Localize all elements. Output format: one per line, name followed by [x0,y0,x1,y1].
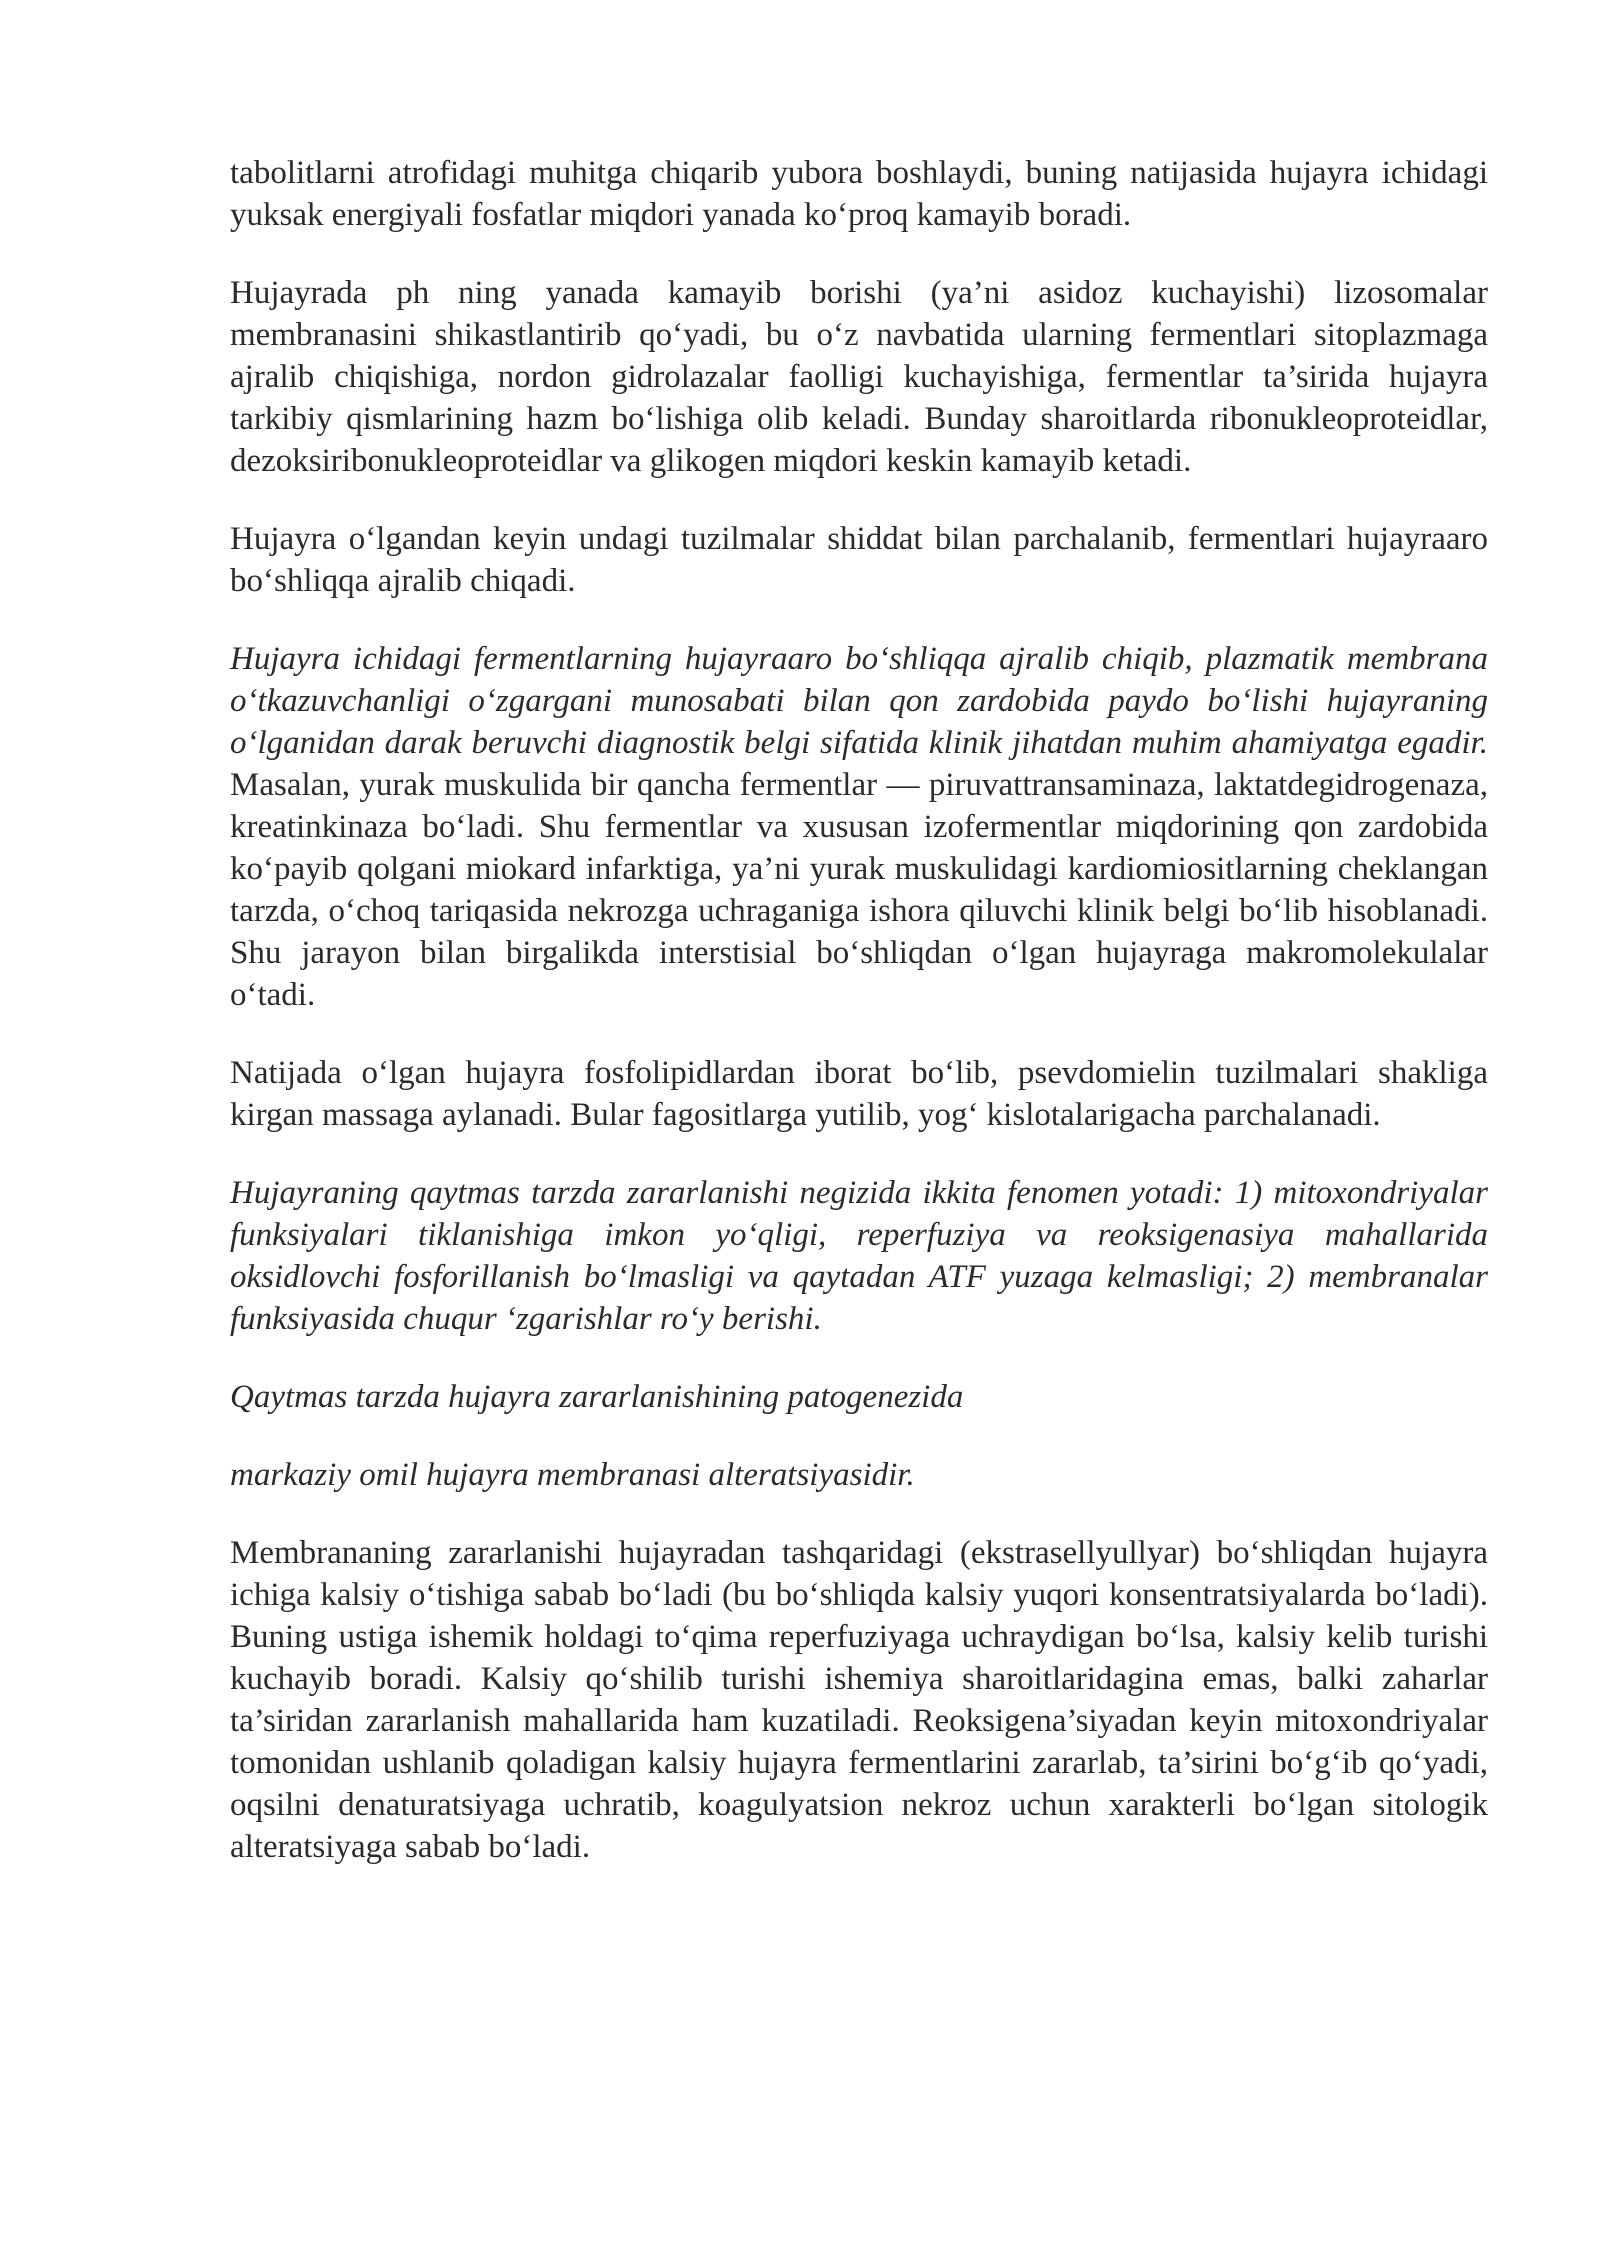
paragraph-3-text: Hujayra oʻlgandan keyin undagi tuzilmalar shiddat bilan parchalanib, fermentlari hujayraaro boʻshliqqa ajralib chiqadi. [230,521,1488,599]
paragraph-9-text: Membrananing zararlanishi hujayradan tashqaridagi (ekstrasellyullyar) boʻshliqdan hujayra ichiga kalsiy oʻtishiga sabab boʻladi (bu boʻshliqda kalsiy yuqori konsentratsiyalarda boʻladi). Buning ustiga ishemik holdagi toʻqima reperfuziyaga uchraydigan boʻlsa, kalsiy kelib turishi kuchayib boradi. Kalsiy qoʻshilib turishi ishemiya sharoitlaridagina emas, balki zaharlar ta’siridan zararlanish mahallarida ham kuzatiladi. Reoksigena’siyadan keyin mitoxondriyalar tomonidan ushlanib qoladigan kalsiy hujayra fermentlarini zararlab, ta’sirini boʻgʻib qoʻyadi, oqsilni denaturatsiyaga uchratib, koagulyatsion nekroz uchun xarakterli boʻlgan sitologik alteratsiyaga sabab boʻladi. [230,1535,1488,1865]
paragraph-1 [230,152,1488,236]
paragraph-5-text: Natijada oʻlgan hujayra fosfolipidlardan iborat boʻlib, psevdomielin tuzilmalari shakliga kirgan massaga aylanadi. Bular fagositlarga yutilib, yogʻ kislotalarigacha parchalanadi. [230,1055,1488,1133]
paragraph-4-italic: Hujayra ichidagi fermentlarning hujayraaro boʻshliqqa ajralib chiqib, plazmatik membrana oʻtkazuvchanligi oʻzgargani munosabati bilan qon zardobida paydo boʻlishi hujayraning oʻlganidan darak beruvchi diagnostik belgi sifatida klinik jihatdan muhim ahamiyatga egadir. [230,641,1488,761]
paragraph-6-italic: Hujayraning qaytmas tarzda zararlanishi negizida ikkita fenomen yotadi: 1) mitoxondriyalar funksiyalari tiklanishiga imkon yoʻqligi, reperfuziya va reoksigenasiya mahallarida oksidlovchi fosforillanish boʻlmasligi va qaytadan ATF yuzaga kelmasligi; 2) membranalar funksiyasida chuqur ʻzgarishlar roʻy berishi. [230,1175,1488,1337]
paragraph-8-italic: markaziy omil hujayra membranasi alteratsiyasidir. [230,1457,915,1493]
paragraph-6 [230,1172,1488,1340]
document-page [230,152,1488,1904]
paragraph-7-italic: Qaytmas tarzda hujayra zararlanishining patogenezida [230,1379,964,1415]
paragraph-8 [230,1454,1488,1496]
paragraph-3 [230,518,1488,602]
paragraph-1-text: tabolitlarni atrofidagi muhitga chiqarib yubora boshlaydi, buning natijasida hujayra ichidagi yuksak energiyali fosfatlar miqdori yanada koʻproq kamayib boradi. [230,155,1488,233]
paragraph-5 [230,1052,1488,1136]
paragraph-7 [230,1376,1488,1418]
paragraph-2 [230,272,1488,482]
paragraph-4-text: Masalan, yurak muskulida bir qancha fermentlar — piruvattransaminaza, laktatdegidrogenaza, kreatinkinaza boʻladi. Shu fermentlar va xususan izofermentlar miqdorining qon zardobida koʻpayib qolgani miokard infarktiga, ya’ni yurak muskulidagi kardiomiositlarning cheklangan tarzda, oʻchoq tariqasida nekrozga uchraganiga ishora qiluvchi klinik belgi boʻlib hisoblanadi. Shu jarayon bilan birgalikda interstisial boʻshliqdan oʻlgan hujayraga makromolekulalar oʻtadi. [230,767,1488,1013]
paragraph-2-text: Hujayrada ph ning yanada kamayib borishi (ya’ni asidoz kuchayishi) lizosomalar membranasini shikastlantirib qoʻyadi, bu oʻz navbatida ularning fermentlari sitoplazmaga ajralib chiqishiga, nordon gidrolazalar faolligi kuchayishiga, fermentlar ta’sirida hujayra tarkibiy qismlarining hazm boʻlishiga olib keladi. Bunday sharoitlarda ribonukleoproteidlar, dezoksiribonukleoproteidlar va glikogen miqdori keskin kamayib ketadi. [230,275,1488,479]
paragraph-9 [230,1532,1488,1868]
paragraph-4 [230,638,1488,1016]
